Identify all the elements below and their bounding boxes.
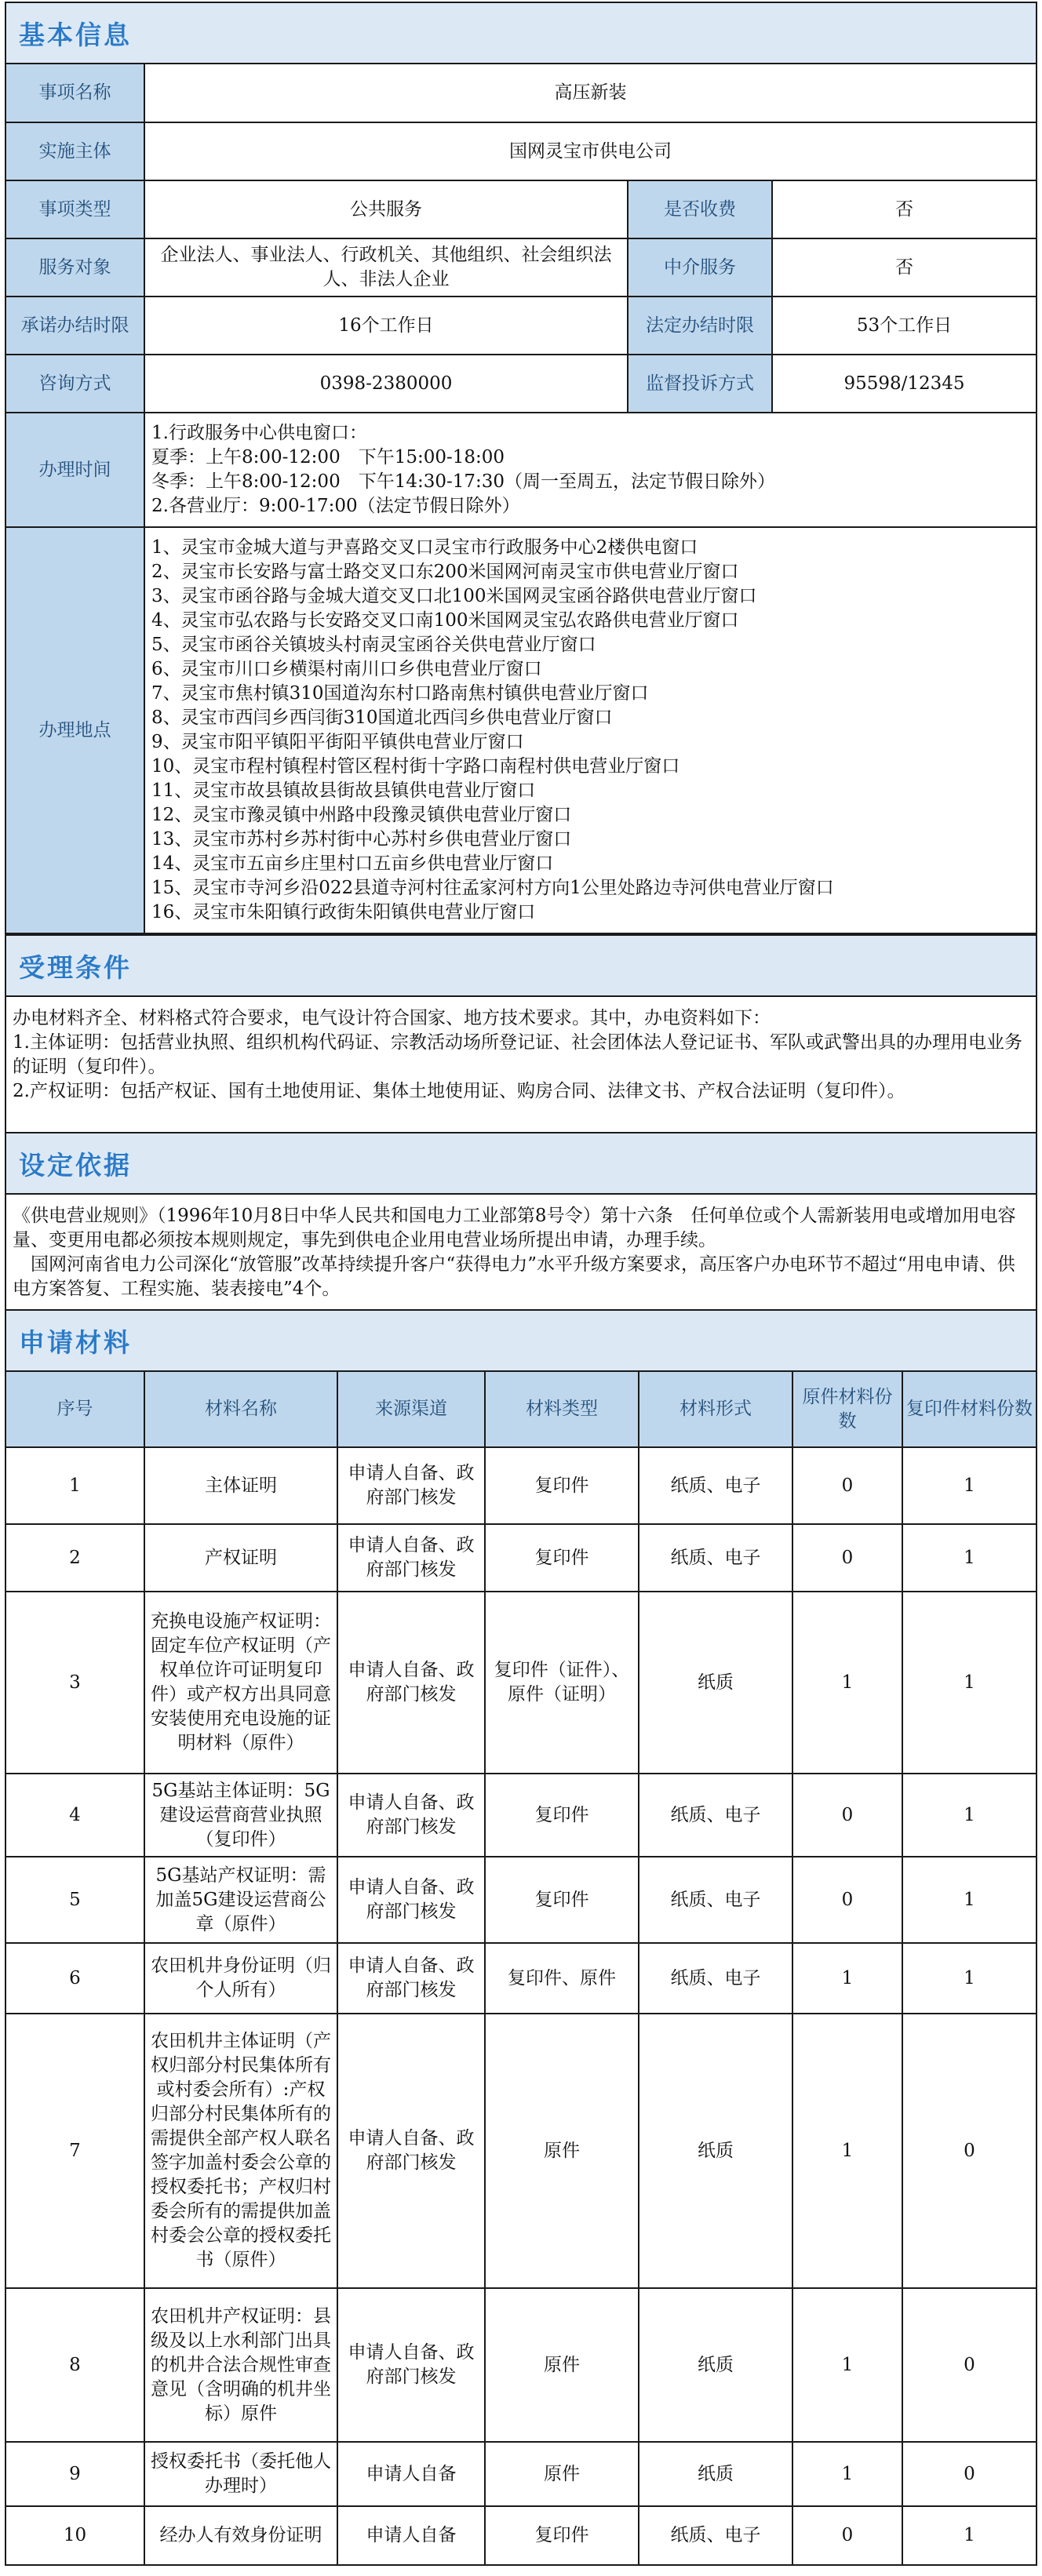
location-line: 14、灵宝市五亩乡庄里村口五亩乡供电营业厅窗口 bbox=[151, 853, 554, 874]
cell-index: 10 bbox=[6, 2506, 144, 2564]
cell-source: 申请人自备、政府部门核发 bbox=[337, 1943, 485, 2014]
table-row bbox=[6, 1592, 1036, 1774]
target-value: 企业法人、事业法人、行政机关、其他组织、社会组织法人、非法人企业 bbox=[144, 238, 628, 297]
cell-material-form: 纸质、电子 bbox=[639, 2506, 792, 2564]
column-header: 序号 bbox=[6, 1372, 144, 1447]
cell-original-count: 1 bbox=[792, 1592, 902, 1774]
section-title: 申请材料 bbox=[19, 1326, 132, 1358]
cell-material-type: 原件 bbox=[485, 2288, 639, 2442]
hours-line: 夏季：上午8:00-12:00 下午15:00-18:00 bbox=[151, 447, 505, 468]
cell-original-count: 0 bbox=[792, 1447, 902, 1524]
location-line: 16、灵宝市朱阳镇行政街朱阳镇供电营业厅窗口 bbox=[151, 902, 536, 922]
cell-material-type: 复印件（证件）、原件（证明） bbox=[485, 1592, 639, 1774]
location-line: 1、灵宝市金城大道与尹喜路交叉口灵宝市行政服务中心2楼供电窗口 bbox=[151, 537, 698, 558]
cell-original-count: 0 bbox=[792, 1524, 902, 1592]
cell-source: 申请人自备、政府部门核发 bbox=[337, 1524, 485, 1592]
table-row bbox=[6, 1447, 1036, 1524]
location-line: 6、灵宝市川口乡横渠村南川口乡供电营业厅窗口 bbox=[151, 659, 542, 679]
agency-label: 中介服务 bbox=[628, 238, 772, 297]
table-row bbox=[6, 2014, 1036, 2288]
legal-limit-label: 法定办结时限 bbox=[628, 297, 772, 355]
table-row bbox=[6, 1524, 1036, 1592]
cell-material-name: 5G基站产权证明：需加盖5G建设运营商公章（原件） bbox=[144, 1857, 337, 1943]
section-title: 受理条件 bbox=[19, 951, 132, 983]
item-name-value: 高压新装 bbox=[144, 64, 1036, 122]
locations-label: 办理地点 bbox=[6, 527, 144, 933]
table-row bbox=[6, 2442, 1036, 2506]
conditions-line: 办电材料齐全、材料格式符合要求，电气设计符合国家、地方技术要求。其中，办电资料如下： bbox=[13, 1008, 771, 1028]
table-row bbox=[6, 1774, 1036, 1857]
location-line: 5、灵宝市函谷关镇坡头村南灵宝函谷关供电营业厅窗口 bbox=[151, 635, 596, 655]
hours-label: 办理时间 bbox=[6, 413, 144, 527]
cell-copy-count: 0 bbox=[902, 2442, 1036, 2506]
cell-index: 4 bbox=[6, 1774, 144, 1857]
info-row bbox=[6, 122, 1036, 180]
column-header: 材料名称 bbox=[144, 1372, 337, 1447]
column-header: 材料类型 bbox=[485, 1372, 639, 1447]
cell-material-type: 复印件 bbox=[485, 1774, 639, 1857]
basis-text bbox=[6, 1195, 1036, 1311]
cell-index: 7 bbox=[6, 2014, 144, 2288]
table-row bbox=[6, 1943, 1036, 2014]
cell-material-name: 农田机井产权证明：县级及以上水利部门出具的机井合法合规性审查意见（含明确的机井坐标）原件 bbox=[144, 2288, 337, 2442]
type-value: 公共服务 bbox=[144, 180, 628, 238]
cell-material-type: 复印件 bbox=[485, 1857, 639, 1943]
cell-original-count: 1 bbox=[792, 2442, 902, 2506]
location-line: 2、灵宝市长安路与富士路交叉口东200米国网河南灵宝市供电营业厅窗口 bbox=[151, 562, 739, 582]
cell-source: 申请人自备、政府部门核发 bbox=[337, 1857, 485, 1943]
cell-source: 申请人自备、政府部门核发 bbox=[337, 2288, 485, 2442]
info-row bbox=[6, 413, 1036, 527]
location-line: 13、灵宝市苏村乡苏村街中心苏村乡供电营业厅窗口 bbox=[151, 829, 572, 850]
fee-value: 否 bbox=[772, 180, 1036, 238]
location-line: 12、灵宝市豫灵镇中州路中段豫灵镇供电营业厅窗口 bbox=[151, 805, 572, 825]
conditions-text bbox=[6, 997, 1036, 1133]
cell-copy-count: 0 bbox=[902, 2288, 1036, 2442]
cell-index: 2 bbox=[6, 1524, 144, 1592]
info-row bbox=[6, 180, 1036, 238]
complaint-value: 95598/12345 bbox=[772, 355, 1036, 413]
hours-line: 2.各营业厅：9:00-17:00（法定节假日除外） bbox=[151, 496, 520, 516]
cell-material-form: 纸质 bbox=[639, 2014, 792, 2288]
cell-material-type: 原件 bbox=[485, 2442, 639, 2506]
location-line: 3、灵宝市函谷路与金城大道交叉口北100米国网灵宝函谷路供电营业厅窗口 bbox=[151, 586, 757, 606]
hours-line: 冬季：上午8:00-12:00 下午14:30-17:30（周一至周五，法定节假日除外） bbox=[151, 471, 776, 492]
cell-material-name: 充换电设施产权证明：固定车位产权证明（产权单位许可证明复印件）或产权方出具同意安装使用充电设施的证明材料（原件） bbox=[144, 1592, 337, 1774]
cell-material-name: 5G基站主体证明：5G建设运营商营业执照（复印件） bbox=[144, 1774, 337, 1857]
table-row bbox=[6, 2288, 1036, 2442]
section-title: 基本信息 bbox=[19, 19, 132, 50]
location-line: 15、灵宝市寺河乡沿022县道寺河村往孟家河村方向1公里处路边寺河供电营业厅窗口 bbox=[151, 878, 834, 898]
basis-line: 国网河南省电力公司深化“放管服”改革持续提升客户“获得电力”水平升级方案要求，高压客户办电环节不超过“用电申请、供电方案答复、工程实施、装表接电”4个。 bbox=[13, 1254, 1015, 1299]
cell-material-type: 复印件 bbox=[485, 2506, 639, 2564]
consult-label: 咨询方式 bbox=[6, 355, 144, 413]
cell-index: 5 bbox=[6, 1857, 144, 1943]
cell-material-form: 纸质、电子 bbox=[639, 1943, 792, 2014]
cell-copy-count: 1 bbox=[902, 1447, 1036, 1524]
cell-index: 8 bbox=[6, 2288, 144, 2442]
page bbox=[5, 2, 1037, 2566]
cell-material-form: 纸质、电子 bbox=[639, 1447, 792, 1524]
location-line: 4、灵宝市弘农路与长安路交叉口南100米国网灵宝弘农路供电营业厅窗口 bbox=[151, 610, 739, 631]
location-line: 9、灵宝市阳平镇阳平街阳平镇供电营业厅窗口 bbox=[151, 732, 524, 752]
cell-material-name: 产权证明 bbox=[144, 1524, 337, 1592]
location-line: 8、灵宝市西闫乡西闫街310国道北西闫乡供电营业厅窗口 bbox=[151, 708, 613, 728]
cell-original-count: 0 bbox=[792, 1857, 902, 1943]
section-title: 设定依据 bbox=[19, 1149, 132, 1181]
cell-material-form: 纸质、电子 bbox=[639, 1774, 792, 1857]
cell-material-form: 纸质 bbox=[639, 2288, 792, 2442]
cell-copy-count: 1 bbox=[902, 1774, 1036, 1857]
cell-material-form: 纸质 bbox=[639, 1592, 792, 1774]
legal-limit-value: 53个工作日 bbox=[772, 297, 1036, 355]
cell-material-name: 农田机井主体证明（产权归部分村民集体所有或村委会所有）:产权归部分村民集体所有的需提供全部产权人联名签字加盖村委会公章的授权委托书；产权归村委会所有的需提供加盖村委会公章的授权委托书（原件） bbox=[144, 2014, 337, 2288]
table-row bbox=[6, 2506, 1036, 2564]
info-row bbox=[6, 297, 1036, 355]
cell-material-form: 纸质、电子 bbox=[639, 1857, 792, 1943]
cell-copy-count: 1 bbox=[902, 1857, 1036, 1943]
cell-original-count: 1 bbox=[792, 2288, 902, 2442]
item-name-label: 事项名称 bbox=[6, 64, 144, 122]
cell-material-form: 纸质 bbox=[639, 2442, 792, 2506]
cell-material-type: 原件 bbox=[485, 2014, 639, 2288]
cell-source: 申请人自备、政府部门核发 bbox=[337, 1447, 485, 1524]
promise-limit-label: 承诺办结时限 bbox=[6, 297, 144, 355]
cell-index: 1 bbox=[6, 1447, 144, 1524]
info-row bbox=[6, 238, 1036, 297]
section-header-materials bbox=[6, 1311, 1036, 1372]
table-row bbox=[6, 1857, 1036, 1943]
type-label: 事项类型 bbox=[6, 180, 144, 238]
location-line: 7、灵宝市焦村镇310国道沟东村口路南焦村镇供电营业厅窗口 bbox=[151, 683, 649, 704]
column-header: 来源渠道 bbox=[337, 1372, 485, 1447]
cell-source: 申请人自备、政府部门核发 bbox=[337, 2014, 485, 2288]
cell-source: 申请人自备、政府部门核发 bbox=[337, 1592, 485, 1774]
complaint-label: 监督投诉方式 bbox=[628, 355, 772, 413]
basic-info-table bbox=[6, 64, 1036, 934]
consult-value: 0398-2380000 bbox=[144, 355, 628, 413]
cell-material-type: 复印件、原件 bbox=[485, 1943, 639, 2014]
target-label: 服务对象 bbox=[6, 238, 144, 297]
section-header-basis bbox=[6, 1133, 1036, 1195]
cell-copy-count: 1 bbox=[902, 1524, 1036, 1592]
cell-index: 3 bbox=[6, 1592, 144, 1774]
info-row bbox=[6, 355, 1036, 413]
cell-material-name: 经办人有效身份证明 bbox=[144, 2506, 337, 2564]
cell-original-count: 0 bbox=[792, 1774, 902, 1857]
promise-limit-value: 16个工作日 bbox=[144, 297, 628, 355]
locations-value bbox=[144, 527, 1036, 933]
location-line: 11、灵宝市故县镇故县街故县镇供电营业厅窗口 bbox=[151, 780, 536, 801]
fee-label: 是否收费 bbox=[628, 180, 772, 238]
conditions-line: 2.产权证明：包括产权证、国有土地使用证、集体土地使用证、购房合同、法律文书、产权合法证明（复印件）。 bbox=[13, 1081, 905, 1101]
cell-original-count: 1 bbox=[792, 1943, 902, 2014]
column-header: 复印件材料份数 bbox=[902, 1372, 1036, 1447]
cell-copy-count: 1 bbox=[902, 1592, 1036, 1774]
hours-line: 1.行政服务中心供电窗口： bbox=[151, 423, 367, 443]
cell-material-form: 纸质、电子 bbox=[639, 1524, 792, 1592]
cell-material-name: 授权委托书（委托他人办理时） bbox=[144, 2442, 337, 2506]
cell-source: 申请人自备、政府部门核发 bbox=[337, 1774, 485, 1857]
conditions-line: 1.主体证明：包括营业执照、组织机构代码证、宗教活动场所登记证、社会团体法人登记证书、军队或武警出具的办理用电业务的证明（复印件）。 bbox=[13, 1032, 1022, 1077]
cell-material-type: 复印件 bbox=[485, 1524, 639, 1592]
cell-copy-count: 0 bbox=[902, 2014, 1036, 2288]
section-header-conditions bbox=[6, 934, 1036, 997]
cell-index: 6 bbox=[6, 1943, 144, 2014]
cell-index: 9 bbox=[6, 2442, 144, 2506]
info-row bbox=[6, 64, 1036, 122]
section-header-basic-info bbox=[6, 3, 1036, 64]
agency-value: 否 bbox=[772, 238, 1036, 297]
location-line: 10、灵宝市程村镇程村管区程村街十字路口南程村供电营业厅窗口 bbox=[151, 756, 680, 777]
subject-value: 国网灵宝市供电公司 bbox=[144, 122, 1036, 180]
column-header: 材料形式 bbox=[639, 1372, 792, 1447]
cell-material-type: 复印件 bbox=[485, 1447, 639, 1524]
cell-material-name: 主体证明 bbox=[144, 1447, 337, 1524]
cell-original-count: 0 bbox=[792, 2506, 902, 2564]
column-header: 原件材料份数 bbox=[792, 1372, 902, 1447]
cell-copy-count: 1 bbox=[902, 1943, 1036, 2014]
cell-source: 申请人自备 bbox=[337, 2442, 485, 2506]
cell-copy-count: 1 bbox=[902, 2506, 1036, 2564]
info-row bbox=[6, 527, 1036, 933]
subject-label: 实施主体 bbox=[6, 122, 144, 180]
materials-table bbox=[6, 1372, 1036, 2564]
basis-line: 《供电营业规则》（1996年10月8日中华人民共和国电力工业部第8号令）第十六条 任何单位或个人需新装用电或增加用电容量、变更用电都必须按本规则规定，事先到供电企业用电营业场所提出申请，办理手续。 bbox=[13, 1206, 1016, 1250]
materials-header-row bbox=[6, 1372, 1036, 1447]
cell-original-count: 1 bbox=[792, 2014, 902, 2288]
hours-value bbox=[144, 413, 1036, 527]
cell-material-name: 农田机井身份证明（归个人所有） bbox=[144, 1943, 337, 2014]
cell-source: 申请人自备 bbox=[337, 2506, 485, 2564]
